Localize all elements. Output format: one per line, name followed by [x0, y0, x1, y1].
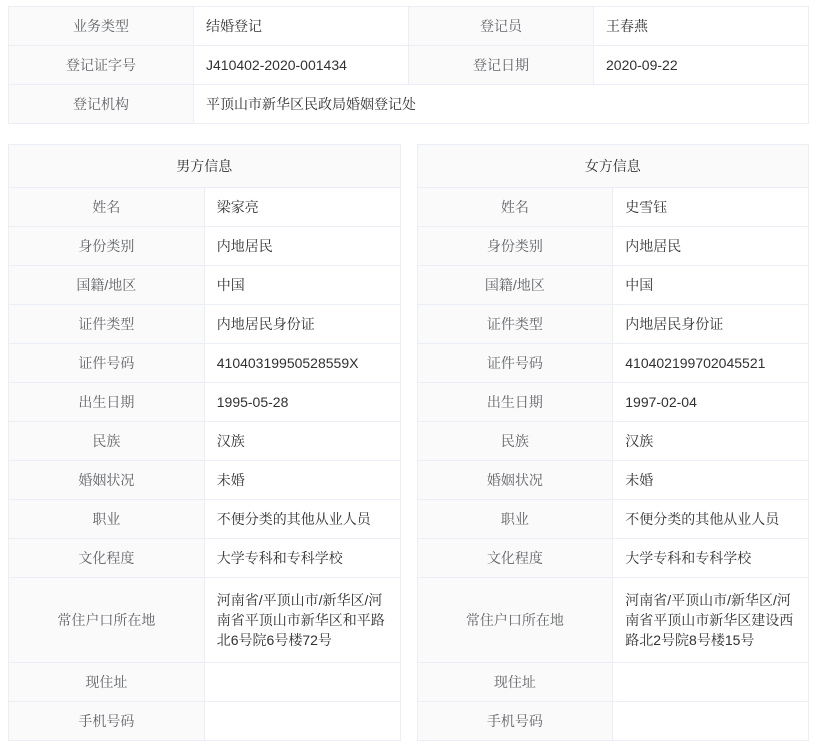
male-nationality-label: 国籍/地区: [9, 266, 205, 305]
table-row: [417, 461, 809, 500]
table-row: [9, 266, 401, 305]
female-nationality-value: 中国: [613, 266, 809, 305]
female-document-type-label: 证件类型: [417, 305, 613, 344]
registrar-label: 登记员: [409, 7, 594, 46]
table-row: [9, 188, 401, 227]
male-identity-type-label: 身份类别: [9, 227, 205, 266]
female-current-address-label: 现住址: [417, 663, 613, 702]
female-birth-date-label: 出生日期: [417, 383, 613, 422]
registrar-value: 王春燕: [594, 7, 809, 46]
female-current-address-value: [613, 663, 809, 702]
registration-date-label: 登记日期: [409, 46, 594, 85]
female-document-number-label: 证件号码: [417, 344, 613, 383]
certificate-number-label: 登记证字号: [9, 46, 194, 85]
male-info-table: [8, 144, 401, 741]
female-identity-type-label: 身份类别: [417, 227, 613, 266]
male-household-address-value: 河南省/平顶山市/新华区/河南省平顶山市新华区和平路北6号院6号楼72号: [204, 578, 400, 663]
female-name-label: 姓名: [417, 188, 613, 227]
table-row: [9, 7, 809, 46]
female-info-header-row: [417, 145, 809, 188]
female-document-number-value: 410402199702045521: [613, 344, 809, 383]
male-name-label: 姓名: [9, 188, 205, 227]
registration-date-value: 2020-09-22: [594, 46, 809, 85]
table-row: [9, 539, 401, 578]
table-row: [417, 344, 809, 383]
male-marital-status-label: 婚姻状况: [9, 461, 205, 500]
male-document-type-value: 内地居民身份证: [204, 305, 400, 344]
business-type-value: 结婚登记: [194, 7, 409, 46]
male-document-number-value: 41040319950528559X: [204, 344, 400, 383]
business-type-label: 业务类型: [9, 7, 194, 46]
female-birth-date-value: 1997-02-04: [613, 383, 809, 422]
female-education-value: 大学专科和专科学校: [613, 539, 809, 578]
female-household-address-value: 河南省/平顶山市/新华区/河南省平顶山市新华区建设西路北2号院8号楼15号: [613, 578, 809, 663]
female-info-column: [417, 144, 810, 741]
female-info-title: 女方信息: [417, 145, 809, 188]
male-document-type-label: 证件类型: [9, 305, 205, 344]
female-phone-value: [613, 702, 809, 741]
male-phone-label: 手机号码: [9, 702, 205, 741]
female-document-type-value: 内地居民身份证: [613, 305, 809, 344]
male-info-header-row: [9, 145, 401, 188]
table-row: [9, 461, 401, 500]
table-row: [417, 188, 809, 227]
female-education-label: 文化程度: [417, 539, 613, 578]
male-phone-value: [204, 702, 400, 741]
certificate-number-value: J410402-2020-001434: [194, 46, 409, 85]
table-row: [9, 383, 401, 422]
male-education-label: 文化程度: [9, 539, 205, 578]
table-row: [9, 578, 401, 663]
party-info-columns: [8, 144, 809, 741]
male-document-number-label: 证件号码: [9, 344, 205, 383]
male-household-address-label: 常住户口所在地: [9, 578, 205, 663]
table-row: [9, 422, 401, 461]
female-marital-status-label: 婚姻状况: [417, 461, 613, 500]
table-row: [9, 500, 401, 539]
table-row: [417, 227, 809, 266]
male-birth-date-value: 1995-05-28: [204, 383, 400, 422]
registration-org-value: 平顶山市新华区民政局婚姻登记处: [194, 85, 809, 124]
table-row: [9, 46, 809, 85]
male-marital-status-value: 未婚: [204, 461, 400, 500]
table-row: [9, 344, 401, 383]
male-education-value: 大学专科和专科学校: [204, 539, 400, 578]
male-nationality-value: 中国: [204, 266, 400, 305]
table-row: [417, 266, 809, 305]
male-name-value: 梁家亮: [204, 188, 400, 227]
table-row: [9, 663, 401, 702]
registration-org-label: 登记机构: [9, 85, 194, 124]
table-row: [417, 305, 809, 344]
female-phone-label: 手机号码: [417, 702, 613, 741]
male-occupation-label: 职业: [9, 500, 205, 539]
female-name-value: 史雪钰: [613, 188, 809, 227]
table-row: [9, 702, 401, 741]
male-current-address-label: 现住址: [9, 663, 205, 702]
table-row: [417, 383, 809, 422]
table-row: [9, 227, 401, 266]
male-occupation-value: 不便分类的其他从业人员: [204, 500, 400, 539]
male-birth-date-label: 出生日期: [9, 383, 205, 422]
table-row: [417, 702, 809, 741]
male-info-title: 男方信息: [9, 145, 401, 188]
female-ethnicity-value: 汉族: [613, 422, 809, 461]
male-ethnicity-label: 民族: [9, 422, 205, 461]
table-row: [417, 500, 809, 539]
table-row: [417, 539, 809, 578]
table-row: [417, 422, 809, 461]
table-row: [417, 578, 809, 663]
female-household-address-label: 常住户口所在地: [417, 578, 613, 663]
male-info-column: [8, 144, 401, 741]
table-row: [9, 305, 401, 344]
female-nationality-label: 国籍/地区: [417, 266, 613, 305]
female-marital-status-value: 未婚: [613, 461, 809, 500]
table-row: [417, 663, 809, 702]
table-row: [9, 85, 809, 124]
female-identity-type-value: 内地居民: [613, 227, 809, 266]
male-current-address-value: [204, 663, 400, 702]
male-identity-type-value: 内地居民: [204, 227, 400, 266]
female-ethnicity-label: 民族: [417, 422, 613, 461]
female-occupation-value: 不便分类的其他从业人员: [613, 500, 809, 539]
male-ethnicity-value: 汉族: [204, 422, 400, 461]
female-occupation-label: 职业: [417, 500, 613, 539]
registration-summary-table: [8, 6, 809, 124]
female-info-table: [417, 144, 810, 741]
